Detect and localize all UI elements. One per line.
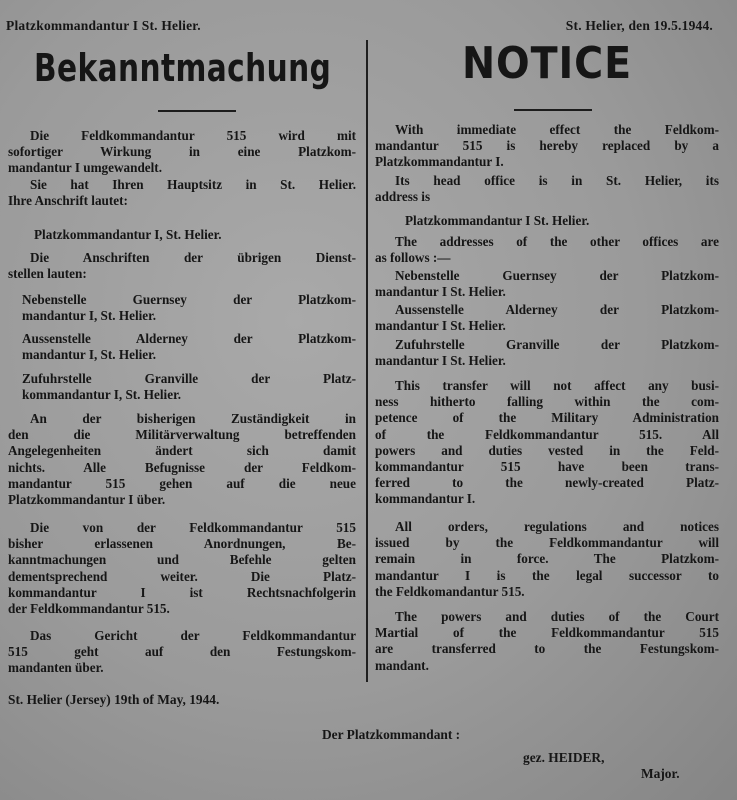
german-office-granville (22, 371, 356, 403)
text-line: The addresses of the other offices are (395, 234, 719, 249)
german-paragraph-1 (8, 128, 356, 177)
text-line: Das Gericht der Feldkommandantur (30, 628, 356, 643)
text-line: petence of the Military Administration (375, 410, 719, 426)
text-line: Sie hat Ihren Hauptsitz in St. Helier. (30, 177, 356, 192)
text-line: Angelegenheiten ändert sich damit (8, 443, 356, 459)
text-line: mandantur I St. Helier. (375, 353, 506, 369)
english-office-alderney (375, 302, 719, 334)
english-paragraph-3 (375, 234, 719, 266)
text-line: kommandantur I ist Rechtsnachfolgerin (8, 584, 356, 600)
text-line: nichts. Alle Befugnisse der Feldkom- (8, 459, 356, 475)
text-line: ness hitherto falling within the com- (375, 394, 719, 410)
text-line: All orders, regulations and notices (395, 519, 719, 534)
text-line: Ihre Anschrift lautet: (8, 193, 128, 209)
text-line: Aussenstelle Alderney der Platzkom- (395, 302, 719, 317)
text-line: mandantur I umgewandelt. (8, 160, 162, 176)
text-line: kommandantur I. (375, 491, 476, 507)
signature-title: Der Platzkommandant : (322, 727, 461, 742)
text-line: 515 geht auf den Festungskom- (8, 644, 356, 660)
text-line: ferred to the newly-created Platz- (375, 475, 719, 491)
english-paragraph-5 (375, 519, 719, 600)
german-paragraph-3 (8, 250, 356, 282)
text-line: This transfer will not affect any busi- (395, 378, 719, 393)
german-paragraph-4 (8, 411, 356, 508)
text-line: Its head office is in St. Helier, its (395, 173, 719, 188)
signature-name: gez. HEIDER, (523, 750, 605, 765)
german-paragraph-5 (8, 520, 356, 617)
text-line: kommandantur I, St. Helier. (22, 387, 182, 403)
text-line: The powers and duties of the Court (395, 609, 719, 624)
column-divider (366, 40, 368, 682)
text-line: address is (375, 189, 431, 205)
text-line: Nebenstelle Guernsey der Platzkom- (22, 292, 356, 307)
text-line: Die von der Feldkommandantur 515 (30, 520, 356, 535)
text-line: mandantur I is the legal successor to (375, 567, 719, 583)
text-line: der Feldkommandantur 515. (8, 601, 170, 617)
english-title: NOTICE (462, 38, 633, 89)
german-title-rule (158, 110, 236, 112)
text-line: bisher erlassenen Anordnungen, Be- (8, 536, 356, 552)
text-line: Platzkommandantur I. (375, 154, 504, 170)
text-line: remain in force. The Platzkom- (375, 551, 719, 567)
german-paragraph-6 (8, 628, 356, 677)
german-office-alderney (22, 331, 356, 363)
text-line: mandantur 515 is hereby replaced by a (375, 138, 719, 154)
text-line: den die Militärverwaltung betreffenden (8, 427, 356, 443)
english-paragraph-1 (375, 122, 719, 171)
text-line: mandantur I St. Helier. (375, 318, 506, 334)
text-line: Zufuhrstelle Granville der Platz- (22, 371, 356, 386)
text-line: mandanten über. (8, 660, 104, 676)
english-paragraph-4 (375, 378, 719, 508)
german-title: Bekanntmachung (34, 46, 332, 90)
text-line: are transferred to the Festungskom- (375, 641, 719, 657)
text-line: powers and duties vested in the Feld- (375, 442, 719, 458)
text-line: issued by the Feldkommandantur will (375, 535, 719, 551)
text-line: Die Anschriften der übrigen Dienst- (30, 250, 356, 265)
signature-rank: Major. (641, 766, 680, 781)
text-line: With immediate effect the Feldkom- (395, 122, 719, 137)
text-line: of the Feldkommandantur 515. All (375, 426, 719, 442)
german-paragraph-2 (8, 177, 356, 209)
text-line: sofortiger Wirkung in eine Platzkom- (8, 144, 356, 160)
text-line: as follows :— (375, 250, 451, 266)
text-line: Aussenstelle Alderney der Platzkom- (22, 331, 356, 346)
text-line: mandantur I St. Helier. (375, 284, 506, 300)
text-line: mandant. (375, 657, 429, 673)
text-line: Die Feldkommandantur 515 wird mit (30, 128, 356, 143)
dateline: St. Helier (Jersey) 19th of May, 1944. (8, 692, 220, 707)
header-right: St. Helier, den 19.5.1944. (565, 18, 713, 33)
english-paragraph-6 (375, 609, 719, 674)
english-title-rule (514, 109, 592, 111)
text-line: mandantur I, St. Helier. (22, 308, 157, 324)
text-line: kommandantur 515 have been trans- (375, 459, 719, 475)
english-paragraph-2 (375, 173, 719, 205)
german-office-guernsey (22, 292, 356, 324)
text-line: Platzkommandantur I über. (8, 492, 166, 508)
english-office-granville (375, 337, 719, 369)
text-line: mandantur 515 gehen auf die neue (8, 475, 356, 491)
text-line: the Feldkomandantur 515. (375, 583, 525, 599)
text-line: Zufuhrstelle Granville der Platzkom- (395, 337, 719, 352)
text-line: An der bisherigen Zuständigkeit in (30, 411, 356, 426)
english-address: Platzkommandantur I St. Helier. (405, 213, 590, 228)
german-address: Platzkommandantur I, St. Helier. (34, 227, 222, 242)
text-line: mandantur I, St. Helier. (22, 347, 157, 363)
text-line: stellen lauten: (8, 266, 87, 282)
text-line: dementsprechend weiter. Die Platz- (8, 568, 356, 584)
text-line: Nebenstelle Guernsey der Platzkom- (395, 268, 719, 283)
text-line: kanntmachungen und Befehle gelten (8, 552, 356, 568)
text-line: Martial of the Feldkommandantur 515 (375, 625, 719, 641)
english-office-guernsey (375, 268, 719, 300)
header-left: Platzkommandantur I St. Helier. (6, 18, 201, 33)
